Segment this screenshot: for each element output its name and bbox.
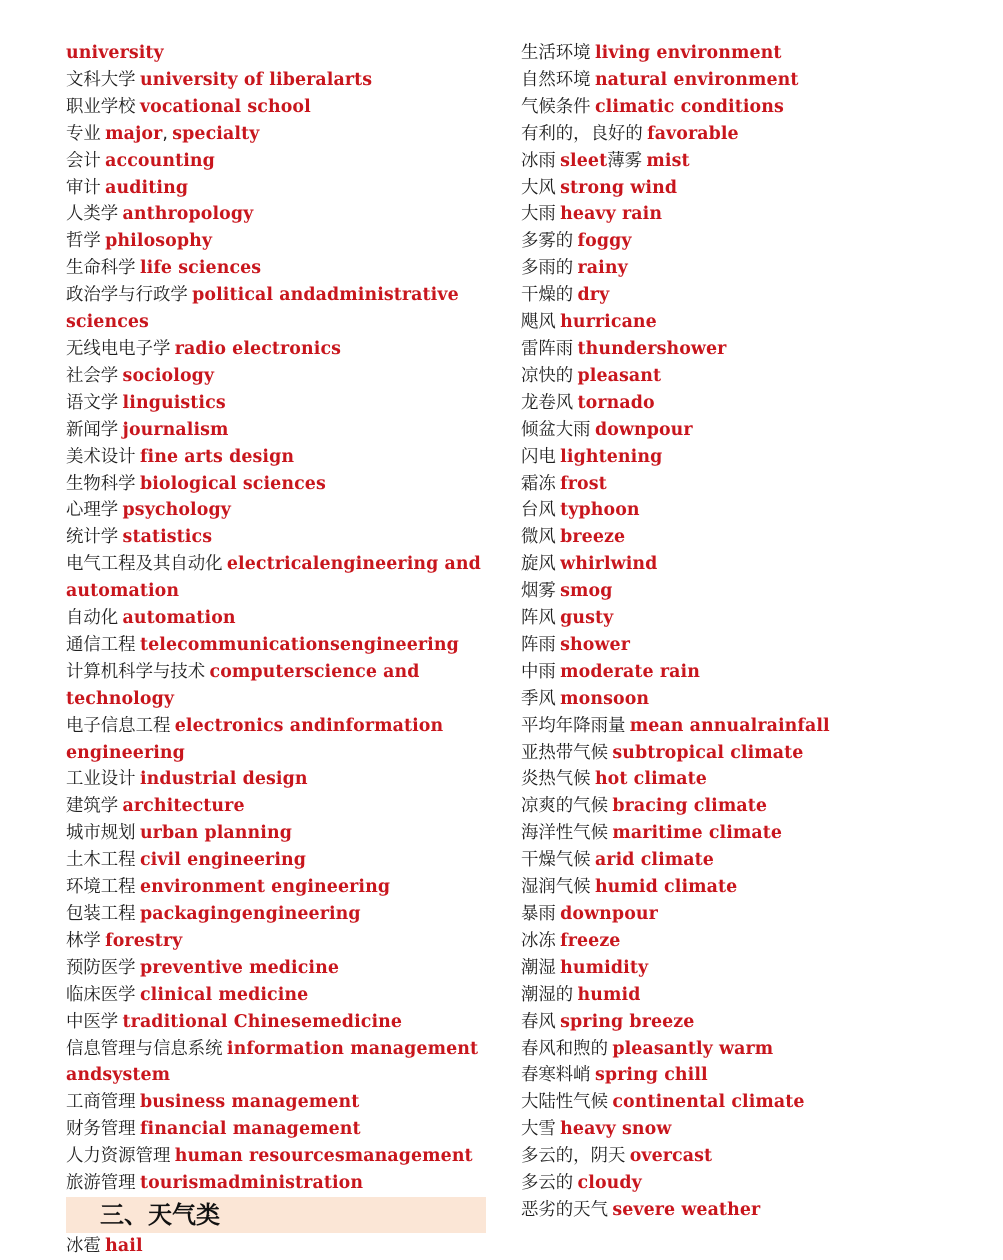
chinese-term: 新闻学: [66, 419, 119, 440]
chinese-term: 春寒料峭: [521, 1065, 591, 1086]
chinese-term: 冰雨: [521, 150, 556, 171]
chinese-term: 冰雹: [66, 1235, 101, 1256]
chinese-term: 林学: [66, 930, 101, 951]
english-term: pleasant: [577, 365, 662, 386]
chinese-term: 建筑学: [66, 796, 119, 817]
vocab-entry: [521, 255, 981, 282]
english-term: biological sciences: [139, 473, 326, 494]
chinese-term: 潮湿的: [521, 984, 574, 1005]
chinese-term: 霜冻: [521, 473, 556, 494]
english-term: sociology: [122, 365, 215, 386]
chinese-term: 干燥的: [521, 285, 574, 306]
chinese-term: 环境工程: [66, 877, 136, 898]
english-term: university: [66, 43, 164, 63]
vocab-entry: [66, 928, 486, 955]
english-term: electricalengineering and automation: [66, 554, 481, 602]
vocab-entry: [66, 1089, 486, 1116]
chinese-term: 多雨的: [521, 258, 574, 279]
english-term: subtropical climate: [612, 742, 804, 763]
vocab-entry: [66, 1143, 486, 1170]
english-term: anthropology: [122, 204, 254, 225]
vocab-entry: [521, 228, 981, 255]
chinese-term: 计算机科学与技术: [66, 661, 206, 682]
vocab-entry: [66, 982, 486, 1009]
vocab-entry: [66, 94, 486, 121]
vocab-entry: [66, 255, 486, 282]
left-column: [66, 40, 486, 1260]
vocab-entry: [66, 766, 486, 793]
english-term: frost: [560, 473, 607, 494]
vocab-entry: [521, 874, 981, 901]
chinese-term: 统计学: [66, 527, 119, 548]
english-term: humidity: [560, 957, 649, 978]
vocab-entry: [521, 40, 981, 67]
english-term: favorable: [647, 123, 739, 144]
english-term: cloudy: [577, 1173, 642, 1194]
english-term: packagingengineering: [139, 904, 361, 924]
english-term: climatic conditions: [594, 96, 784, 117]
vocab-entry: [521, 497, 981, 524]
vocab-entry: [66, 40, 486, 67]
vocab-entry: [521, 201, 981, 228]
chinese-term: 台风: [521, 500, 556, 521]
english-term: monsoon: [560, 688, 650, 709]
vocab-entry: [66, 1170, 486, 1197]
vocab-entry: [66, 282, 486, 336]
english-term: hot climate: [594, 769, 707, 790]
section-heading: 三、天气类: [66, 1197, 486, 1233]
chinese-term: 大雨: [521, 204, 556, 225]
english-term: heavy snow: [560, 1119, 672, 1140]
chinese-term: 闪电: [521, 446, 556, 467]
chinese-term: 季风: [521, 688, 556, 709]
chinese-term: 中医学: [66, 1011, 119, 1032]
chinese-term: 多云的: [521, 1173, 574, 1194]
vocab-entry: [521, 713, 981, 740]
vocab-entry: [521, 1009, 981, 1036]
vocab-entry: [66, 228, 486, 255]
vocab-entry: [521, 578, 981, 605]
vocab-entry: [521, 390, 981, 417]
vocab-entry: [521, 524, 981, 551]
chinese-term: 生物科学: [66, 473, 136, 494]
vocab-entry: [66, 121, 486, 148]
english-term: typhoon: [560, 500, 640, 521]
english-term: whirlwind: [560, 554, 658, 575]
english-term: architecture: [122, 796, 245, 817]
vocab-entry: [66, 417, 486, 444]
chinese-term: 生活环境: [521, 43, 591, 63]
english-term: freeze: [560, 930, 621, 951]
english-term: specialty: [172, 123, 260, 144]
english-term: industrial design: [139, 769, 308, 790]
chinese-term: 语文学: [66, 392, 119, 413]
english-term: urban planning: [139, 823, 293, 844]
vocab-entry: [521, 417, 981, 444]
chinese-term: 阵风: [521, 608, 556, 629]
vocab-entry: [66, 901, 486, 928]
vocab-entry: [521, 1062, 981, 1089]
chinese-term: 通信工程: [66, 634, 136, 655]
chinese-term: 政治学与行政学: [66, 285, 188, 306]
chinese-term: 哲学: [66, 231, 101, 252]
chinese-term: 潮湿: [521, 957, 556, 978]
english-term: overcast: [629, 1146, 713, 1167]
chinese-term: 春风: [521, 1011, 556, 1032]
english-term: life sciences: [139, 258, 262, 279]
vocab-entry: [521, 148, 981, 175]
vocab-entry: [521, 955, 981, 982]
english-term: radio electronics: [174, 338, 342, 359]
chinese-term: 职业学校: [66, 96, 136, 117]
vocab-entry: [521, 309, 981, 336]
vocab-entry: [521, 67, 981, 94]
english-term: political andadministrative sciences: [66, 285, 459, 333]
chinese-term: 人力资源管理: [66, 1146, 171, 1167]
chinese-term: 凉爽的气候: [521, 796, 608, 817]
english-term: severe weather: [612, 1199, 761, 1220]
english-term: traditional Chinesemedicine: [122, 1011, 403, 1032]
english-term: psychology: [122, 500, 231, 521]
english-term: strong wind: [560, 177, 678, 198]
english-term: dry: [577, 285, 610, 306]
chinese-term: 临床医学: [66, 984, 136, 1005]
chinese-term: 心理学: [66, 500, 119, 521]
english-term: thundershower: [577, 338, 727, 359]
english-term: sleet: [560, 150, 608, 171]
vocab-entry: [521, 444, 981, 471]
chinese-term: 电子信息工程: [66, 715, 171, 736]
right-column: [521, 40, 981, 1224]
vocab-entry: [521, 121, 981, 148]
chinese-term: 有利的，良好的: [521, 123, 643, 144]
separator: ,: [162, 123, 168, 144]
english-term: smog: [560, 581, 613, 602]
chinese-term: 阵雨: [521, 634, 556, 655]
english-term: mean annualrainfall: [629, 715, 830, 736]
vocab-entry: [521, 1170, 981, 1197]
chinese-term: 倾盆大雨: [521, 419, 591, 440]
vocab-entry: [521, 1197, 981, 1224]
vocab-entry: [66, 659, 486, 713]
chinese-term: 多云的，阴天: [521, 1146, 626, 1167]
vocab-entry: [66, 1036, 486, 1090]
english-term: heavy rain: [560, 204, 663, 225]
vocab-entry: [66, 390, 486, 417]
vocab-entry: [66, 1009, 486, 1036]
vocab-entry: [66, 67, 486, 94]
vocab-entry: [66, 175, 486, 202]
chinese-term: 春风和煦的: [521, 1038, 608, 1059]
vocab-entry: [521, 1116, 981, 1143]
english-term: computerscience and technology: [66, 661, 420, 709]
english-term: humid climate: [594, 877, 738, 898]
chinese-term: 审计: [66, 177, 101, 198]
vocab-entry: [66, 497, 486, 524]
chinese-term: 雷阵雨: [521, 338, 574, 359]
vocab-entry: [521, 982, 981, 1009]
english-term: moderate rain: [560, 661, 700, 682]
english-term: spring chill: [594, 1065, 708, 1086]
vocab-entry: [521, 1143, 981, 1170]
chinese-term: 中雨: [521, 661, 556, 682]
chinese-term: 微风: [521, 527, 556, 548]
chinese-term: 海洋性气候: [521, 823, 608, 844]
vocab-entry: [66, 874, 486, 901]
vocab-entry: [521, 175, 981, 202]
chinese-term: 无线电电子学: [66, 338, 171, 359]
chinese-term: 凉快的: [521, 365, 574, 386]
english-term: lightening: [560, 446, 663, 467]
vocab-entry: [66, 820, 486, 847]
vocab-entry: [521, 605, 981, 632]
vocab-entry: [521, 336, 981, 363]
chinese-term: 土木工程: [66, 850, 136, 871]
english-term: tornado: [577, 392, 655, 413]
english-term: vocational school: [139, 96, 311, 117]
english-term: preventive medicine: [139, 957, 340, 978]
english-term: humid: [577, 984, 641, 1005]
chinese-term: 暴雨: [521, 904, 556, 924]
vocab-entry: [66, 605, 486, 632]
vocab-entry: [521, 901, 981, 928]
chinese-term: 烟雾: [521, 581, 556, 602]
vocab-entry: [521, 363, 981, 390]
english-term: pleasantly warm: [612, 1038, 774, 1059]
chinese-term: 干燥气候: [521, 850, 591, 871]
english-term: fine arts design: [139, 446, 295, 467]
english-term: philosophy: [105, 231, 213, 252]
chinese-term: 社会学: [66, 365, 119, 386]
english-term: shower: [560, 634, 630, 655]
chinese-term: 飓风: [521, 312, 556, 333]
chinese-term: 自然环境: [521, 69, 591, 90]
english-term: statistics: [122, 527, 213, 548]
chinese-term: 财务管理: [66, 1119, 136, 1140]
vocab-entry: [521, 686, 981, 713]
english-term: major: [105, 123, 163, 144]
chinese-term: 炎热气候: [521, 769, 591, 790]
chinese-term: 恶劣的天气: [521, 1199, 608, 1220]
vocab-entry: [521, 820, 981, 847]
chinese-term: 龙卷风: [521, 392, 574, 413]
vocab-entry: [521, 1089, 981, 1116]
english-term: electronics andinformation engineering: [66, 715, 444, 763]
chinese-term: 美术设计: [66, 446, 136, 467]
vocab-entry: [66, 632, 486, 659]
vocab-entry: [521, 1036, 981, 1063]
english-term: rainy: [577, 258, 628, 279]
english-term: civil engineering: [139, 850, 307, 871]
chinese-term: 薄雾: [607, 150, 643, 171]
chinese-term: 大陆性气候: [521, 1092, 608, 1113]
vocab-entry: [66, 336, 486, 363]
vocab-entry: [66, 201, 486, 228]
english-term: bracing climate: [612, 796, 768, 817]
chinese-term: 大风: [521, 177, 556, 198]
english-term: automation: [122, 608, 236, 629]
vocab-entry: [521, 766, 981, 793]
vocab-entry: [66, 1116, 486, 1143]
vocab-entry: [521, 659, 981, 686]
vocab-entry: [66, 551, 486, 605]
vocab-entry: [521, 740, 981, 767]
chinese-term: 大雪: [521, 1119, 556, 1140]
vocab-entry: [521, 847, 981, 874]
chinese-term: 工商管理: [66, 1092, 136, 1113]
english-term: hail: [105, 1235, 143, 1256]
chinese-term: 电气工程及其自动化: [66, 554, 223, 575]
english-term: downpour: [560, 904, 658, 924]
english-term: environment engineering: [139, 877, 391, 898]
vocab-entry: [66, 524, 486, 551]
chinese-term: 工业设计: [66, 769, 136, 790]
english-term: downpour: [594, 419, 693, 440]
chinese-term: 冰冻: [521, 930, 556, 951]
vocab-entry: [521, 632, 981, 659]
chinese-term: 旋风: [521, 554, 556, 575]
chinese-term: 生命科学: [66, 258, 136, 279]
english-term: breeze: [560, 527, 626, 548]
english-term: arid climate: [594, 850, 714, 871]
chinese-term: 城市规划: [66, 823, 136, 844]
vocab-entry: [66, 713, 486, 767]
chinese-term: 气候条件: [521, 96, 591, 117]
vocab-entry: [66, 148, 486, 175]
chinese-term: 预防医学: [66, 957, 136, 978]
english-term: gusty: [560, 608, 614, 629]
chinese-term: 旅游管理: [66, 1173, 136, 1194]
vocab-entry: [66, 444, 486, 471]
vocab-entry: [66, 847, 486, 874]
vocab-entry: [521, 282, 981, 309]
english-term: journalism: [122, 419, 229, 440]
chinese-term: 专业: [66, 123, 101, 144]
english-term: maritime climate: [612, 823, 783, 844]
english-term: university of liberalarts: [139, 69, 373, 90]
english-term: tourismadministration: [139, 1173, 364, 1194]
vocab-entry: [521, 793, 981, 820]
english-term: mist: [646, 150, 690, 171]
vocab-entry: [66, 793, 486, 820]
english-term: spring breeze: [560, 1011, 695, 1032]
chinese-term: 人类学: [66, 204, 119, 225]
english-term: business management: [139, 1092, 360, 1113]
chinese-term: 信息管理与信息系统: [66, 1038, 223, 1059]
english-term: human resourcesmanagement: [174, 1146, 473, 1167]
chinese-term: 会计: [66, 150, 101, 171]
english-term: auditing: [105, 177, 189, 198]
english-term: financial management: [139, 1119, 361, 1140]
vocab-entry: [521, 928, 981, 955]
vocab-entry: [521, 551, 981, 578]
vocab-entry: [66, 471, 486, 498]
english-term: natural environment: [594, 69, 799, 90]
english-term: forestry: [105, 930, 183, 951]
vocab-entry: [66, 1233, 486, 1260]
chinese-term: 包装工程: [66, 904, 136, 924]
vocab-entry: [66, 363, 486, 390]
english-term: hurricane: [560, 312, 657, 333]
chinese-term: 多雾的: [521, 231, 574, 252]
chinese-term: 文科大学: [66, 69, 136, 90]
english-term: clinical medicine: [139, 984, 309, 1005]
chinese-term: 湿润气候: [521, 877, 591, 898]
vocab-entry: [521, 471, 981, 498]
chinese-term: 自动化: [66, 608, 119, 629]
chinese-term: 亚热带气候: [521, 742, 608, 763]
chinese-term: 平均年降雨量: [521, 715, 626, 736]
vocab-entry: [66, 955, 486, 982]
english-term: telecommunicationsengineering: [139, 634, 459, 655]
vocab-entry: [521, 94, 981, 121]
english-term: continental climate: [612, 1092, 805, 1113]
english-term: foggy: [577, 231, 632, 252]
english-term: accounting: [105, 150, 215, 171]
english-term: living environment: [594, 43, 782, 63]
english-term: information management andsystem: [66, 1038, 479, 1086]
english-term: linguistics: [122, 392, 226, 413]
